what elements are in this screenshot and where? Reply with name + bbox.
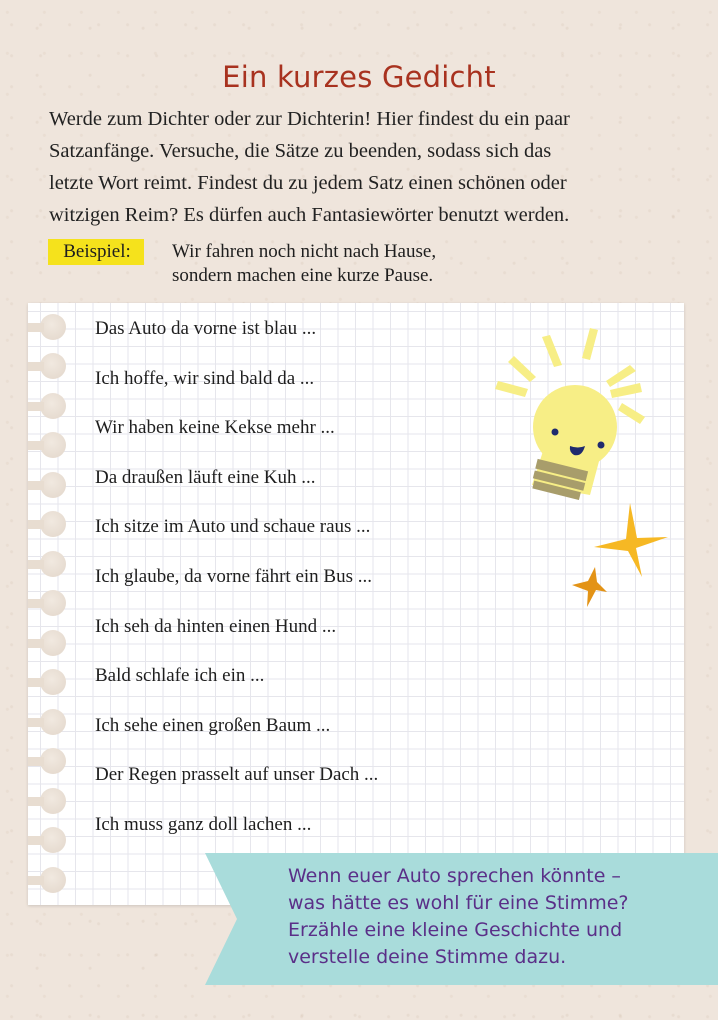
ring-hole bbox=[40, 748, 66, 774]
sentence-starter: Da draußen läuft eine Kuh ... bbox=[95, 466, 316, 488]
small-star-icon bbox=[572, 567, 607, 607]
ring-hole bbox=[40, 630, 66, 656]
sentence-starter: Bald schlafe ich ein ... bbox=[95, 665, 265, 687]
sentence-starter: Das Auto da vorne ist blau ... bbox=[95, 318, 317, 339]
ring-hole bbox=[40, 669, 66, 695]
sentence-starter: Ich hoffe, wir sind bald da ... bbox=[95, 367, 315, 389]
sentence-starter: Ich sitze im Auto und schaue raus ... bbox=[95, 516, 371, 538]
ring-hole bbox=[40, 511, 66, 537]
ring-hole bbox=[40, 590, 66, 616]
intro-line: witzigen Reim? Es dürfen auch Fantasiewörter benutzt werden. bbox=[49, 204, 570, 226]
sentence-starter: Der Regen prasselt auf unser Dach ... bbox=[95, 764, 379, 786]
ring-hole bbox=[40, 788, 66, 814]
ring-hole bbox=[40, 432, 66, 458]
banner-line: verstelle deine Stimme dazu. bbox=[288, 946, 567, 968]
page-title: Ein kurzes Gedicht bbox=[222, 60, 496, 94]
example-line: Wir fahren noch nicht nach Hause, bbox=[172, 241, 437, 262]
ring-hole bbox=[40, 827, 66, 853]
large-star-icon bbox=[594, 503, 668, 577]
tip-banner-text bbox=[288, 863, 698, 971]
ring-hole bbox=[40, 472, 66, 498]
ring-hole bbox=[40, 353, 66, 379]
ring-hole bbox=[40, 551, 66, 577]
sentence-starter: Ich seh da hinten einen Hund ... bbox=[95, 615, 337, 637]
banner-line: Erzähle eine kleine Geschichte und bbox=[288, 919, 623, 941]
ring-hole bbox=[40, 709, 66, 735]
sentence-starter: Ich muss ganz doll lachen ... bbox=[95, 813, 312, 835]
sentence-starter-list bbox=[95, 315, 378, 861]
stars-decoration bbox=[550, 495, 680, 625]
intro-line: Satzanfänge. Versuche, die Sätze zu beenden, sodass sich das bbox=[49, 140, 552, 162]
intro-line: letzte Wort reimt. Findest du zu jedem Satz einen schönen oder bbox=[49, 172, 567, 194]
ring-hole bbox=[40, 867, 66, 893]
ring-hole bbox=[40, 314, 66, 340]
banner-line: was hätte es wohl für eine Stimme? bbox=[288, 892, 629, 914]
intro-paragraph bbox=[49, 103, 689, 231]
sentence-starter: Ich sehe einen großen Baum ... bbox=[95, 714, 331, 736]
ring-hole bbox=[40, 393, 66, 419]
intro-line: Werde zum Dichter oder zur Dichterin! Hier findest du ein paar bbox=[49, 108, 570, 130]
lightbulb-icon bbox=[490, 325, 650, 500]
example-text bbox=[172, 240, 436, 288]
example-label: Beispiel: bbox=[48, 239, 144, 265]
sentence-starter: Ich glaube, da vorne fährt ein Bus ... bbox=[95, 565, 372, 587]
example-line: sondern machen eine kurze Pause. bbox=[172, 265, 434, 286]
banner-line: Wenn euer Auto sprechen könnte – bbox=[288, 865, 621, 887]
sentence-starter: Wir haben keine Kekse mehr ... bbox=[95, 417, 335, 439]
